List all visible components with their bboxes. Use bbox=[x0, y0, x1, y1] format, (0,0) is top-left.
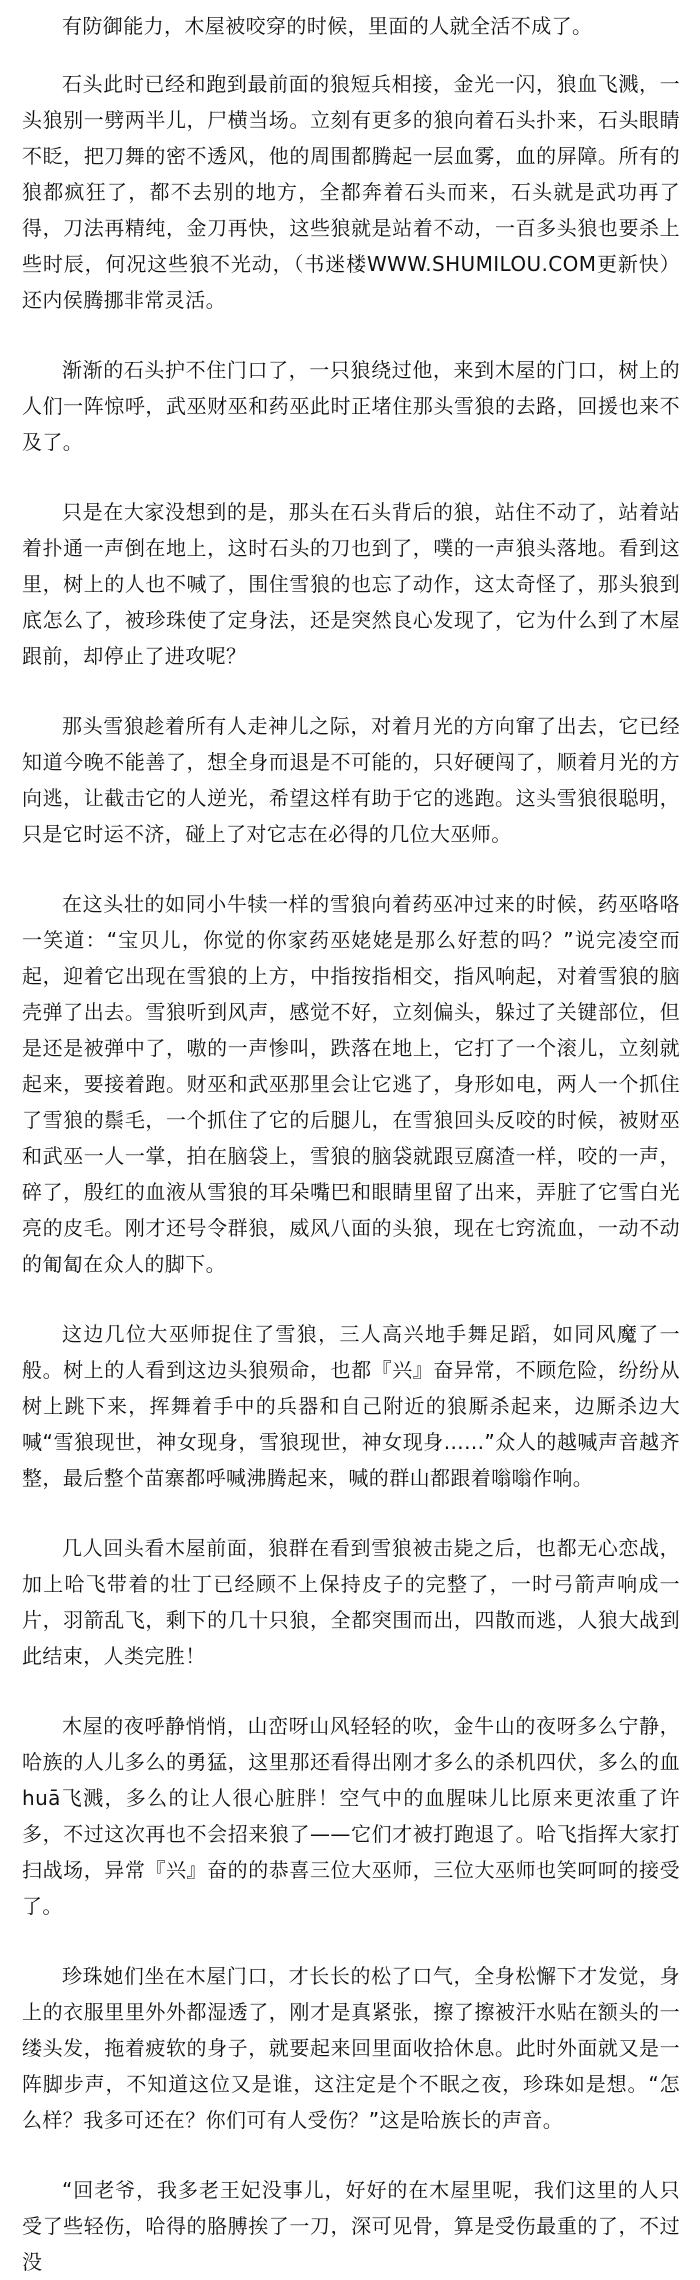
paragraph: “回老爷，我多老王妃没事儿，好好的在木屋里呢，我们这里的人只受了些轻伤，哈得的胳膊挨了一刀，深可见骨，算是受伤最重的了，不过没 bbox=[22, 2178, 680, 2274]
paragraph: 只是在大家没想到的是，那头在石头背后的狼，站住不动了，站着站着扑通一声倒在地上，这时石头的刀也到了，噗的一声狼头落地。看到这里，树上的人也不喊了，围住雪狼的也忘了动作，这太奇怪了，那头狼到底怎么了，被珍珠使了定身法，还是突然良心发现了，它为什么到了木屋跟前，却停止了进攻呢？ bbox=[22, 500, 680, 668]
paragraph: 珍珠她们坐在木屋门口，才长长的松了口气，全身松懈下才发觉，身上的衣服里里外外都湿透了，刚才是真紧张，擦了擦被汗水贴在额头的一缕头发，拖着疲软的身子，就要起来回里面收拾休息。此时外面就又是一阵脚步声，不知道这位又是谁，这注定是个不眠之夜，珍珠如是想。“怎么样？我多可还在？你们可有人受伤？”这是哈族长的声音。 bbox=[22, 1964, 680, 2132]
paragraph: 那头雪狼趁着所有人走神儿之际，对着月光的方向窜了出去，它已经知道今晚不能善了，想全身而退是不可能的，只好硬闯了，顺着月光的方向逃，让截击它的人逆光，希望这样有助于它的逃跑。这头雪狼很聪明，只是它时运不济，碰上了对它志在必得的几位大巫师。 bbox=[22, 714, 680, 846]
paragraph: 有防御能力，木屋被咬穿的时候，里面的人就全活不成了。 bbox=[62, 14, 593, 38]
paragraph: 渐渐的石头护不住门口了，一只狼绕过他，来到木屋的门口，树上的人们一阵惊呼，武巫财巫和药巫此时正堵住那头雪狼的去路，回援也来不及了。 bbox=[22, 358, 680, 454]
paragraph: 这边几位大巫师捉住了雪狼，三人高兴地手舞足蹈，如同风魔了一般。树上的人看到这边头狼殒命，也都『兴』奋异常，不顾危险，纷纷从树上跳下来，挥舞着手中的兵器和自己附近的狼厮杀起来，边厮杀边大喊“雪狼现世，神女现身，雪狼现世，神女现身......”众人的越喊声音越齐整，最后整个苗寨都呼喊沸腾起来，喊的群山都跟着嗡嗡作响。 bbox=[22, 1322, 680, 1490]
paragraph: 几人回头看木屋前面，狼群在看到雪狼被击毙之后，也都无心恋战，加上哈飞带着的壮丁已经顾不上保持皮子的完整了，一时弓箭声响成一片，羽箭乱飞，剩下的几十只狼，全都突围而出，四散而逃，人狼大战到此结束，人类完胜！ bbox=[22, 1536, 680, 1668]
paragraph: 在这头壮的如同小牛犊一样的雪狼向着药巫冲过来的时候，药巫咯咯一笑道：“宝贝儿，你觉的你家药巫姥姥是那么好惹的吗？”说完凌空而起，迎着它出现在雪狼的上方，中指按指相交，指风响起，对着雪狼的脑壳弹了出去。雪狼听到风声，感觉不好，立刻偏头，躲过了关键部位，但是还是被弹中了，嗷的一声惨叫，跌落在地上，它打了一个滚儿，立刻就起来，要接着跑。财巫和武巫那里会让它逃了，身形如电，两人一个抓住了雪狼的鬃毛，一个抓住了它的后腿儿，在雪狼回头反咬的时候，被财巫和武巫一人一掌，拍在脑袋上，雪狼的脑袋就跟豆腐渣一样，咬的一声，碎了，殷红的血液从雪狼的耳朵嘴巴和眼睛里留了出来，弄脏了它雪白光亮的皮毛。刚才还号令群狼，威风八面的头狼，现在七窍流血，一动不动的匍匐在众人的脚下。 bbox=[22, 892, 680, 1276]
paragraph: 石头此时已经和跑到最前面的狼短兵相接，金光一闪，狼血飞溅，一头狼别一劈两半儿，尸横当场。立刻有更多的狼向着石头扑来，石头眼睛不眨，把刀舞的密不透风，他的周围都腾起一层血雾，血的屏障。所有的狼都疯狂了，都不去别的地方，全都奔着石头而来，石头就是武功再了得，刀法再精纯，金刀再快，这些狼就是站着不动，一百多头狼也要杀上些时辰，何况这些狼不光动，（书迷楼WWW.SHUMILOU.COM更新快）还内侯腾挪非常灵活。 bbox=[22, 72, 680, 312]
paragraph: 木屋的夜呼静悄悄，山峦呀山风轻轻的吹，金牛山的夜呀多么宁静，哈族的人儿多么的勇猛，这里那还看得出刚才多么的杀机四伏，多么的血huā飞溅，多么的让人很心脏胖！空气中的血腥味儿比原来更浓重了许多，不过这次再也不会招来狼了——它们才被打跑退了。哈飞指挥大家打扫战场，异常『兴』奋的的恭喜三位大巫师，三位大巫师也笑呵呵的接受了。 bbox=[22, 1714, 680, 1918]
